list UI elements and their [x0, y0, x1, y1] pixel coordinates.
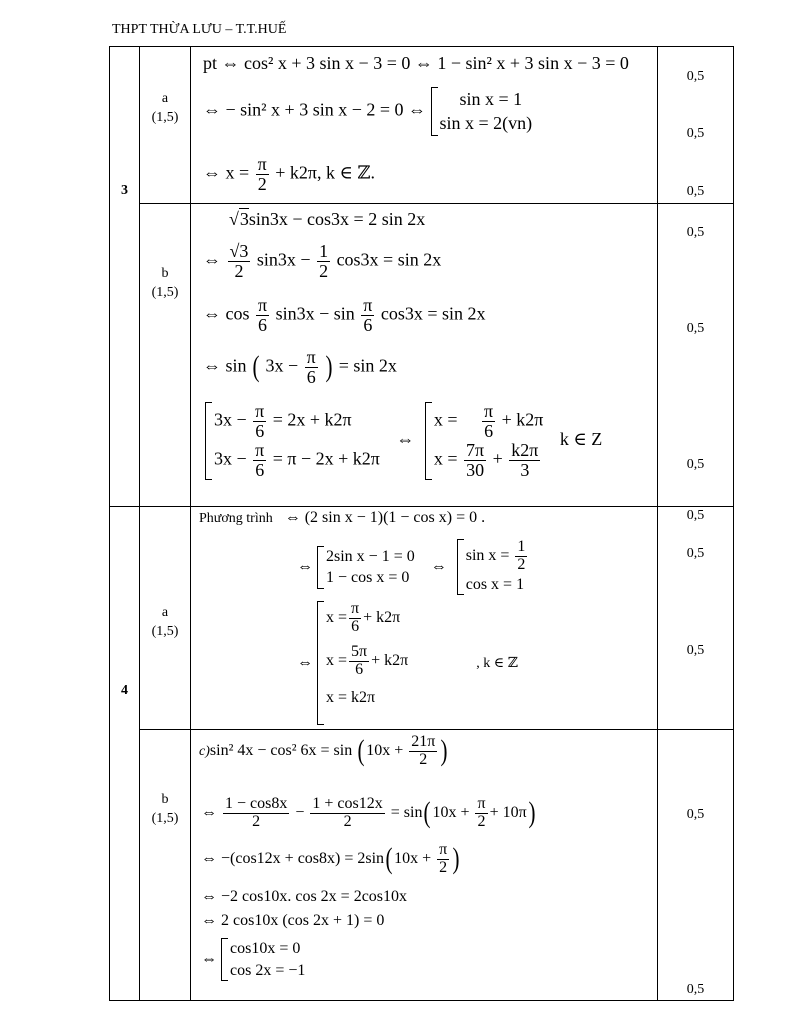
solution-text: = π − 2x + k2π	[272, 448, 380, 469]
solution-line	[205, 402, 602, 480]
solution-text: = sin	[390, 803, 423, 821]
numerator: π	[306, 347, 316, 367]
system-bracket	[317, 601, 414, 725]
solution-text: sin3x − cos3x = 2 sin 2x	[248, 209, 426, 229]
solution-text: cos3x = sin 2x	[336, 249, 442, 270]
numerator: 1	[319, 241, 329, 261]
system-row	[214, 402, 380, 441]
part-points: (1,5)	[151, 624, 179, 639]
solution-text: sin3x −	[256, 249, 311, 270]
solution-text: k ∈ Z	[559, 428, 603, 449]
denominator: 2	[517, 555, 526, 573]
solution-text: ⇔ (2 sin x − 1)(1 − cos x) = 0 .	[284, 509, 486, 526]
solution-line	[203, 296, 486, 335]
score: 0,5	[686, 184, 705, 199]
denominator: 2	[319, 260, 329, 281]
numerator: π	[255, 401, 265, 421]
solution-line: c)sin² 4x − cos² 6x = sin (10x + $\frac{21\pi}{2}$ )	[199, 733, 448, 768]
solution-text: ⇔	[396, 428, 415, 449]
solution-text: 10x +	[394, 849, 432, 867]
fraction	[305, 348, 318, 387]
fraction	[482, 402, 495, 441]
system-bracket	[431, 87, 539, 136]
system-row: sin x = 2(vn)	[439, 113, 533, 134]
solution-text: + k2π	[363, 608, 401, 626]
solution-text: + k2π	[371, 651, 409, 669]
numerator: π	[255, 439, 265, 460]
solution-cell	[191, 730, 658, 1001]
solution-line: √3sin3x − cos3x = 2 sin 2x	[229, 209, 426, 229]
solution-text: 10x +	[366, 741, 404, 759]
score-cell	[658, 204, 734, 507]
part-points: (1,5)	[151, 811, 179, 826]
denominator: 2	[252, 812, 261, 830]
fraction	[409, 734, 437, 769]
fraction	[253, 402, 266, 441]
part-letter: b	[161, 792, 169, 807]
numerator: 1 + cos12x	[312, 795, 383, 812]
numerator: √3	[229, 241, 249, 261]
numerator: 1 − cos8x	[225, 795, 288, 812]
fraction	[437, 842, 449, 877]
score: 0,5	[686, 126, 705, 141]
score-cell	[658, 47, 734, 204]
numerator: π	[477, 795, 486, 812]
solution-line: ⇔ −2 cos10x. cos 2x = 2cos10x	[201, 888, 408, 905]
solution-cell	[191, 47, 658, 204]
solution-line: ⇔ x = $\frac{\pi}{6}$ + k2π x = $\frac{5\pi}{6}$ + k2π x = k2π , k ∈ ℤ	[297, 601, 518, 725]
part-letter: b	[161, 266, 169, 281]
solution-text: + k2π, k ∈ ℤ.	[275, 162, 375, 183]
system-bracket	[457, 539, 536, 595]
denominator: 2	[477, 812, 486, 830]
system-row: cos10x = 0	[230, 940, 301, 957]
solution-text: + 10π	[489, 803, 527, 821]
solution-line: ⇔ 2 cos10x (cos 2x + 1) = 0	[201, 912, 385, 929]
system-row	[326, 644, 408, 679]
denominator: 6	[306, 366, 316, 387]
solution-line	[199, 509, 485, 527]
question-number-cell	[110, 47, 140, 507]
score: 0,5	[686, 225, 705, 240]
numerator: π	[257, 154, 267, 174]
system-row	[466, 539, 530, 574]
solution-text: x =	[433, 448, 458, 469]
denominator: 6	[258, 314, 268, 335]
denominator: 6	[255, 459, 265, 480]
solution-text: 3x −	[214, 448, 247, 469]
denominator: 2	[343, 812, 352, 830]
denominator: 2	[419, 750, 428, 768]
fraction	[349, 601, 361, 636]
numerator: 5π	[351, 643, 368, 660]
denominator: 6	[363, 314, 373, 335]
part-letter: a	[161, 91, 169, 106]
part-points: (1,5)	[151, 110, 179, 125]
solution-text: +	[492, 448, 503, 469]
solution-text: ⇔ −(cos12x + cos8x) = 2sin	[201, 849, 385, 867]
fraction	[310, 796, 384, 831]
solution-line: pt ⇔ cos² x + 3 sin x − 3 = 0 ⇔ 1 − sin² x + 3 sin x − 3 = 0	[203, 53, 629, 73]
score-cell	[658, 507, 734, 730]
fraction	[515, 539, 527, 574]
system-row	[434, 441, 544, 480]
score: 0,5	[686, 321, 705, 336]
solution-text: Phương trình	[199, 511, 273, 526]
solution-line: ⇔ 2sin x − 1 = 0 1 − cos x = 0 ⇔ sin x = $\frac{1}{2}$ cos x = 1	[297, 539, 535, 595]
answer-table	[109, 46, 734, 1001]
score: 0,5	[686, 643, 705, 658]
fraction	[475, 796, 487, 831]
sqrt-radicand: 3	[239, 209, 249, 229]
system-bracket	[221, 938, 311, 981]
system-row: cos x = 1	[465, 575, 525, 593]
fraction	[253, 441, 266, 480]
system-row	[434, 402, 544, 441]
denominator: 6	[484, 420, 494, 441]
solution-text: 3x −	[214, 409, 247, 430]
numerator: k2π	[511, 439, 539, 460]
part-label-cell	[140, 204, 191, 507]
denominator: 6	[355, 660, 364, 678]
system-bracket	[425, 402, 550, 480]
denominator: 2	[257, 173, 267, 194]
part-letter: a	[161, 605, 169, 620]
question-number: 4	[121, 683, 128, 698]
fraction	[361, 296, 374, 335]
system-row: 1 − cos x = 0	[326, 569, 410, 587]
solution-text: x =	[433, 409, 458, 430]
score: 0,5	[686, 546, 705, 561]
solution-text: 3x −	[265, 355, 299, 376]
score-cell	[658, 730, 734, 1001]
solution-text: 10x +	[432, 803, 470, 821]
solution-text: = 2x + k2π	[272, 409, 352, 430]
fraction	[256, 155, 269, 194]
numerator: π	[351, 600, 360, 617]
numerator: 21π	[411, 733, 436, 750]
solution-text: = sin 2x	[338, 355, 397, 376]
score: 0,5	[686, 807, 705, 822]
solution-text: , k ∈ ℤ	[476, 655, 518, 671]
score: 0,5	[686, 982, 705, 997]
fraction	[228, 242, 251, 281]
solution-line	[203, 242, 441, 281]
system-row: cos 2x = −1	[230, 961, 306, 979]
denominator: 2	[439, 858, 448, 876]
solution-text: cos3x = sin 2x	[380, 303, 486, 324]
question-number-cell	[110, 507, 140, 1001]
solution-line: ⇔ $\frac{1 - \cos 8x}{2}$ − $\frac{1 + \cos 12x}{2}$ = sin(10x + $\frac{\pi}{2}$ + 10π)	[201, 795, 536, 830]
fraction	[464, 441, 486, 480]
system-row	[214, 441, 380, 480]
fraction	[223, 796, 289, 831]
fraction	[349, 644, 369, 679]
solution-text: ⇔	[203, 249, 221, 270]
fraction	[317, 242, 330, 281]
solution-text: + k2π	[501, 409, 544, 430]
score: 0,5	[686, 69, 705, 84]
part-label-cell	[140, 507, 191, 730]
solution-text: ⇔ − sin² x + 3 sin x − 2 = 0 ⇔	[203, 99, 427, 120]
solution-cell	[191, 204, 658, 507]
part-label-cell	[140, 730, 191, 1001]
solution-text: ⇔ cos	[203, 303, 250, 324]
score: 0,5	[686, 457, 705, 472]
solution-cell	[191, 507, 658, 730]
denominator: 3	[520, 459, 530, 480]
solution-text: sin² 4x − cos² 6x = sin	[209, 741, 353, 759]
solution-text: sin x =	[465, 546, 510, 564]
question-number: 3	[121, 183, 128, 198]
solution-line: ⇔ −(cos12x + cos8x) = 2sin(10x + $\frac{\pi}{2}$ )	[201, 841, 460, 876]
numerator: π	[363, 295, 373, 315]
system-row: sin x = 1	[459, 89, 523, 109]
solution-text: x =	[326, 608, 348, 626]
solution-line: ⇔ sin ( 3x − $\frac{\pi}{6}$ ) = sin 2x	[203, 347, 397, 387]
denominator: 2	[234, 260, 244, 281]
numerator: 7π	[466, 439, 485, 460]
denominator: 6	[255, 420, 265, 441]
score: 0,5	[686, 508, 705, 523]
denominator: 30	[466, 459, 485, 480]
denominator: 6	[351, 617, 360, 635]
system-row: 2sin x − 1 = 0	[326, 547, 415, 565]
fraction	[256, 296, 269, 335]
solution-line: ⇔ cos10x = 0 cos 2x = −1	[201, 938, 311, 981]
page-header: THPT THỪA LƯU – T.T.HUẾ	[112, 22, 287, 37]
numerator: π	[258, 295, 268, 315]
numerator: π	[439, 841, 448, 858]
solution-text: ⇔ sin	[203, 355, 247, 376]
part-label-cell	[140, 47, 191, 204]
solution-line	[203, 87, 538, 136]
solution-line	[203, 155, 375, 194]
solution-text: x =	[326, 651, 348, 669]
solution-text: c)	[199, 743, 210, 759]
solution-text: ⇔ x =	[203, 162, 250, 183]
solution-text: sin3x − sin	[275, 303, 355, 324]
system-bracket	[317, 546, 421, 589]
system-row: x = k2π	[326, 689, 376, 706]
fraction	[509, 441, 540, 480]
numerator: π	[484, 401, 494, 421]
system-bracket	[205, 402, 386, 480]
numerator: 1	[517, 538, 526, 555]
part-points: (1,5)	[151, 285, 179, 300]
system-row	[326, 601, 408, 636]
